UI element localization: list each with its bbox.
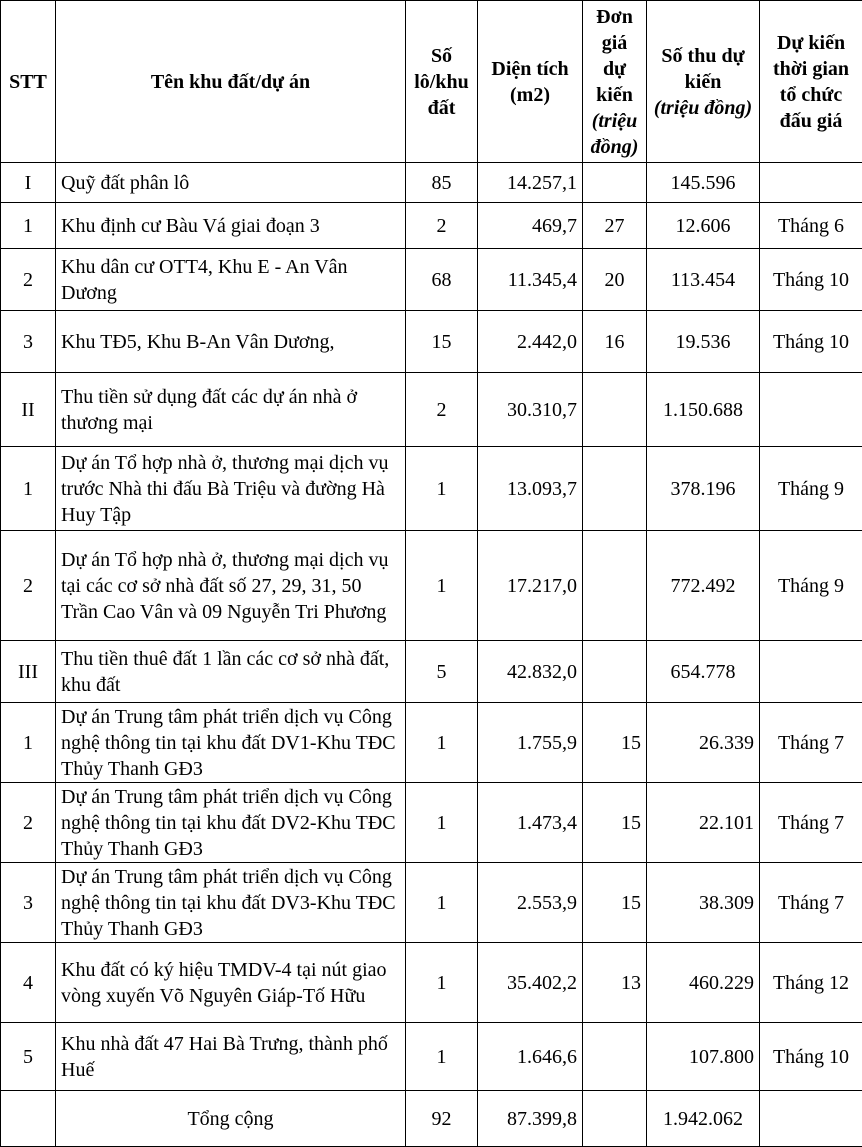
section-revenue: 654.778: [647, 641, 760, 703]
header-name: Tên khu đất/dự án: [56, 1, 406, 163]
row-price: 15: [583, 703, 647, 783]
total-stt: [1, 1091, 56, 1147]
header-price-unit: (triệu đồng): [591, 110, 639, 158]
row-price: 27: [583, 203, 647, 249]
section-row: [1, 163, 862, 203]
row-name: Dự án Tổ hợp nhà ở, thương mại dịch vụ tại các cơ sở nhà đất số 27, 29, 31, 50 Trần Cao Vân và 09 Nguyễn Tri Phương: [56, 531, 406, 641]
row-lots: 1: [406, 943, 478, 1023]
row-lots: 2: [406, 203, 478, 249]
section-row: [1, 641, 862, 703]
row-price: [583, 1023, 647, 1091]
section-time: [760, 373, 862, 447]
row-lots: 1: [406, 447, 478, 531]
row-revenue: 378.196: [647, 447, 760, 531]
row-lots: 1: [406, 783, 478, 863]
section-time: [760, 641, 862, 703]
row-revenue: 38.309: [647, 863, 760, 943]
header-area-main: Diện tích: [491, 58, 568, 80]
row-revenue: 26.339: [647, 703, 760, 783]
section-area: 42.832,0: [478, 641, 583, 703]
total-row: [1, 1091, 862, 1147]
row-revenue: 19.536: [647, 311, 760, 373]
row-stt: 2: [1, 531, 56, 641]
row-area: 2.553,9: [478, 863, 583, 943]
row-area: 17.217,0: [478, 531, 583, 641]
section-revenue: 145.596: [647, 163, 760, 203]
table-row: [1, 447, 862, 531]
row-area: 469,7: [478, 203, 583, 249]
row-price: [583, 447, 647, 531]
row-name: Khu đất có ký hiệu TMDV-4 tại nút giao vòng xuyến Võ Nguyên Giáp-Tố Hữu: [56, 943, 406, 1023]
row-stt: 5: [1, 1023, 56, 1091]
row-price: [583, 531, 647, 641]
row-name: Dự án Trung tâm phát triển dịch vụ Công nghệ thông tin tại khu đất DV3-Khu TĐC Thủy Thanh GĐ3: [56, 863, 406, 943]
row-stt: 3: [1, 311, 56, 373]
header-area: [478, 1, 583, 163]
section-lots: 85: [406, 163, 478, 203]
row-area: 13.093,7: [478, 447, 583, 531]
section-price: [583, 163, 647, 203]
table-row: [1, 863, 862, 943]
row-time: Tháng 12: [760, 943, 862, 1023]
row-revenue: 12.606: [647, 203, 760, 249]
section-name: Thu tiền sử dụng đất các dự án nhà ở thương mại: [56, 373, 406, 447]
row-area: 11.345,4: [478, 249, 583, 311]
row-stt: 3: [1, 863, 56, 943]
row-revenue: 22.101: [647, 783, 760, 863]
header-lots: Số lô/khu đất: [406, 1, 478, 163]
row-stt: 4: [1, 943, 56, 1023]
section-row: [1, 373, 862, 447]
row-revenue: 107.800: [647, 1023, 760, 1091]
row-time: Tháng 10: [760, 249, 862, 311]
section-price: [583, 641, 647, 703]
row-name: Dự án Trung tâm phát triển dịch vụ Công nghệ thông tin tại khu đất DV1-Khu TĐC Thủy Thanh GĐ3: [56, 703, 406, 783]
row-lots: 1: [406, 703, 478, 783]
row-time: Tháng 7: [760, 783, 862, 863]
section-time: [760, 163, 862, 203]
row-price: 15: [583, 863, 647, 943]
row-stt: 2: [1, 249, 56, 311]
table-row: [1, 1023, 862, 1091]
section-stt: I: [1, 163, 56, 203]
row-name: Khu nhà đất 47 Hai Bà Trưng, thành phố Huế: [56, 1023, 406, 1091]
row-price: 13: [583, 943, 647, 1023]
table-row: [1, 531, 862, 641]
table-row: [1, 943, 862, 1023]
row-name: Dự án Tổ hợp nhà ở, thương mại dịch vụ trước Nhà thi đấu Bà Triệu và đường Hà Huy Tập: [56, 447, 406, 531]
row-lots: 68: [406, 249, 478, 311]
header-price-main: Đơn giá dự kiến: [596, 6, 633, 106]
row-stt: 1: [1, 703, 56, 783]
header-row: [1, 1, 862, 163]
row-stt: 2: [1, 783, 56, 863]
row-time: Tháng 9: [760, 447, 862, 531]
row-area: 1.646,6: [478, 1023, 583, 1091]
row-revenue: 113.454: [647, 249, 760, 311]
row-stt: 1: [1, 203, 56, 249]
header-time: Dự kiến thời gian tổ chức đấu giá: [760, 1, 862, 163]
header-price: [583, 1, 647, 163]
row-name: Dự án Trung tâm phát triển dịch vụ Công nghệ thông tin tại khu đất DV2-Khu TĐC Thủy Thanh GĐ3: [56, 783, 406, 863]
total-time: [760, 1091, 862, 1147]
total-lots: 92: [406, 1091, 478, 1147]
header-revenue: [647, 1, 760, 163]
table-row: [1, 249, 862, 311]
row-lots: 1: [406, 531, 478, 641]
row-time: Tháng 7: [760, 863, 862, 943]
row-time: Tháng 7: [760, 703, 862, 783]
header-revenue-unit: (triệu đồng): [654, 97, 752, 119]
row-name: Khu định cư Bàu Vá giai đoạn 3: [56, 203, 406, 249]
section-area: 14.257,1: [478, 163, 583, 203]
table-row: [1, 203, 862, 249]
row-stt: 1: [1, 447, 56, 531]
section-name: Thu tiền thuê đất 1 lần các cơ sở nhà đất, khu đất: [56, 641, 406, 703]
row-price: 20: [583, 249, 647, 311]
section-stt: III: [1, 641, 56, 703]
table-row: [1, 783, 862, 863]
row-name: Khu dân cư OTT4, Khu E - An Vân Dương: [56, 249, 406, 311]
section-name: Quỹ đất phân lô: [56, 163, 406, 203]
row-area: 35.402,2: [478, 943, 583, 1023]
total-area: 87.399,8: [478, 1091, 583, 1147]
header-area-unit: (m2): [510, 84, 550, 106]
table-row: [1, 311, 862, 373]
header-revenue-main: Số thu dự kiến: [661, 45, 744, 93]
total-label: Tổng cộng: [56, 1091, 406, 1147]
section-stt: II: [1, 373, 56, 447]
total-price: [583, 1091, 647, 1147]
row-lots: 1: [406, 863, 478, 943]
header-stt: STT: [1, 1, 56, 163]
row-area: 2.442,0: [478, 311, 583, 373]
row-price: 16: [583, 311, 647, 373]
row-price: 15: [583, 783, 647, 863]
section-area: 30.310,7: [478, 373, 583, 447]
row-name: Khu TĐ5, Khu B-An Vân Dương,: [56, 311, 406, 373]
section-revenue: 1.150.688: [647, 373, 760, 447]
row-lots: 15: [406, 311, 478, 373]
table-row: [1, 703, 862, 783]
section-price: [583, 373, 647, 447]
row-time: Tháng 10: [760, 1023, 862, 1091]
section-lots: 5: [406, 641, 478, 703]
row-time: Tháng 10: [760, 311, 862, 373]
row-revenue: 460.229: [647, 943, 760, 1023]
row-revenue: 772.492: [647, 531, 760, 641]
row-time: Tháng 9: [760, 531, 862, 641]
row-lots: 1: [406, 1023, 478, 1091]
section-lots: 2: [406, 373, 478, 447]
row-area: 1.473,4: [478, 783, 583, 863]
row-area: 1.755,9: [478, 703, 583, 783]
row-time: Tháng 6: [760, 203, 862, 249]
total-revenue: 1.942.062: [647, 1091, 760, 1147]
